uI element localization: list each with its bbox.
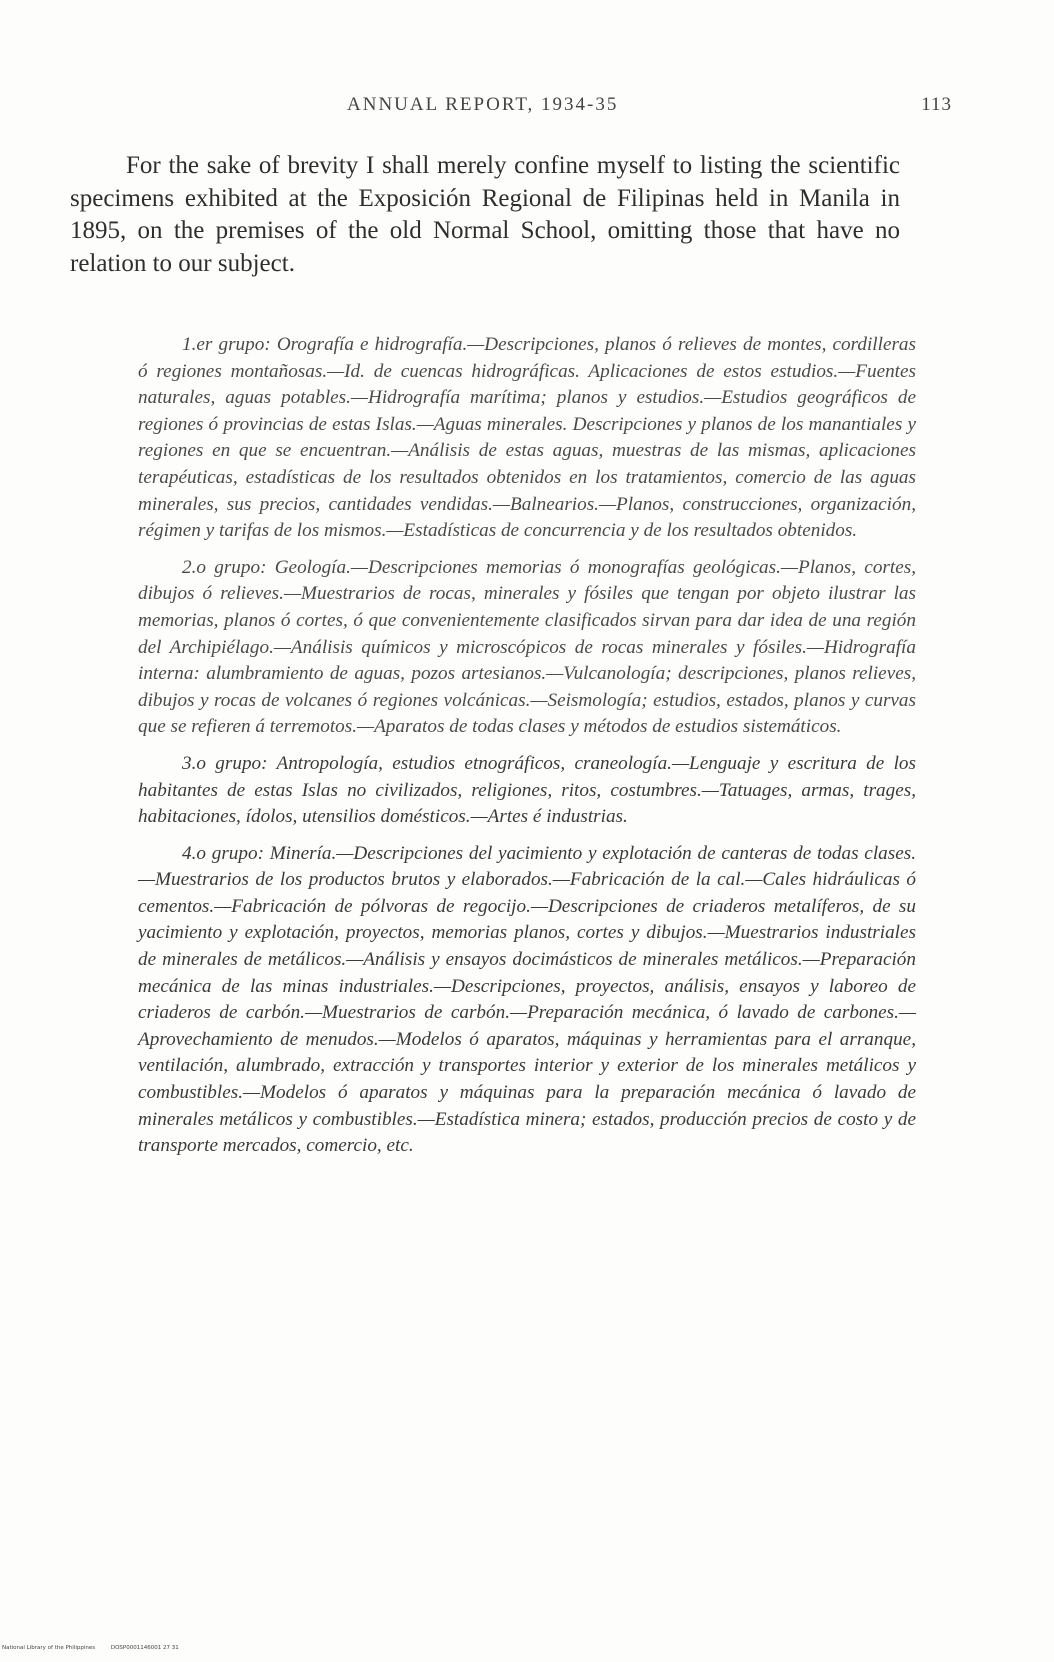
group-3-paragraph: 3.o grupo: Antropología, estudios etnográficos, craneología.—Lenguaje y escritura de los habitantes de estas Islas no civilizados, religiones, ritos, costumbres.—Tatuages, armas, trages, habitaciones, ídolos, utensilios domésticos.—Artes é industrias.: [138, 752, 916, 828]
library-credit: National Library of the Philippines: [2, 1645, 96, 1651]
exhibit-groups-list: [138, 332, 916, 1170]
group-2-paragraph: 2.o grupo: Geología.—Descripciones memorias ó monografías geológicas.—Planos, cortes, dibujos ó relieves.—Muestrarios de rocas, minerales y fósiles que tengan por objeto ilustrar las memorias, planos ó cortes, ó que convenientemente clasificados sirvan para dar idea de una región del Archipiélago.—Análisis químicos y microscópicos de rocas minerales y fósiles.—Hidrografía interna: alumbramiento de aguas, pozos artesianos.—Vulcanología; descripciones, planos relieves, dibujos y rocas de volcanes ó regiones volcánicas.—Seismología; estudios, estados, planos y curvas que se refieren á terremotos.—Aparatos de todas clases y métodos de estudios sistemáticos.: [138, 556, 916, 738]
document-id: DOSP0001146001 27 31: [110, 1645, 179, 1651]
group-1-paragraph: 1.er grupo: Orografía e hidrografía.—Descripciones, planos ó relieves de montes, cordilleras ó regiones montañosas.—Id. de cuencas hidrográficas. Aplicaciones de estos estudios.—Fuentes naturales, aguas potables.—Hidrografía marítima; planos y estudios.—Estudios geográficos de regiones ó provincias de estas Islas.—Aguas minerales. Descripciones y planos de los manantiales y regiones en que se encuentran.—Análisis de estas aguas, muestras de las mismas, aplicaciones terapéuticas, estadísticas de los resultados obtenidos en los tratamientos, comercio de las aguas minerales, sus precios, cantidades vendidas.—Balnearios.—Planos, construcciones, organización, régimen y tarifas de los mismos.—Estadísticas de concurrencia y de los resultados obtenidos.: [138, 334, 916, 542]
group-4-paragraph: 4.o grupo: Minería.—Descripciones del yacimiento y explotación de canteras de todas clases.—Muestrarios de los productos brutos y elaborados.—Fabricación de la cal.—Cales hidráulicas ó cementos.—Fabricación de pólvoras de regocijo.—Descripciones de criaderos metalíferos, de su yacimiento y explotación, proyectos, memorias planos, cortes y dibujos.—Muestrarios industriales de minerales de metálicos.—Análisis y ensayos docimásticos de minerales metálicos.—Preparación mecánica de las minas industriales.—Descripciones, proyectos, análisis, ensayos y laboreo de criaderos de carbón.—Muestrarios de carbón.—Preparación mecánica, ó lavado de carbones.—Aprovechamiento de menudos.—Modelos ó aparatos, máquinas y herramientas para el arranque, ventilación, alumbrado, extracción y transportes interior y exterior de los minerales metálicos y combustibles.—Modelos ó aparatos y máquinas para la preparación mecánica ó lavado de minerales metálicos y combustibles.—Estadística minera; estados, producción precios de costo y de transporte mercados, comercio, etc.: [138, 842, 916, 1157]
page-header: [92, 94, 952, 124]
page-number: 113: [921, 94, 952, 115]
scan-footer: [2, 1645, 193, 1651]
intro-paragraph: For the sake of brevity I shall merely confine myself to listing the scientific specimens exhibited at the Exposición Regional de Filipinas held in Manila in 1895, on the premises of the old Normal School, omitting those that have no relation to our subject.: [70, 152, 900, 277]
running-title: ANNUAL REPORT, 1934-35: [347, 94, 619, 115]
